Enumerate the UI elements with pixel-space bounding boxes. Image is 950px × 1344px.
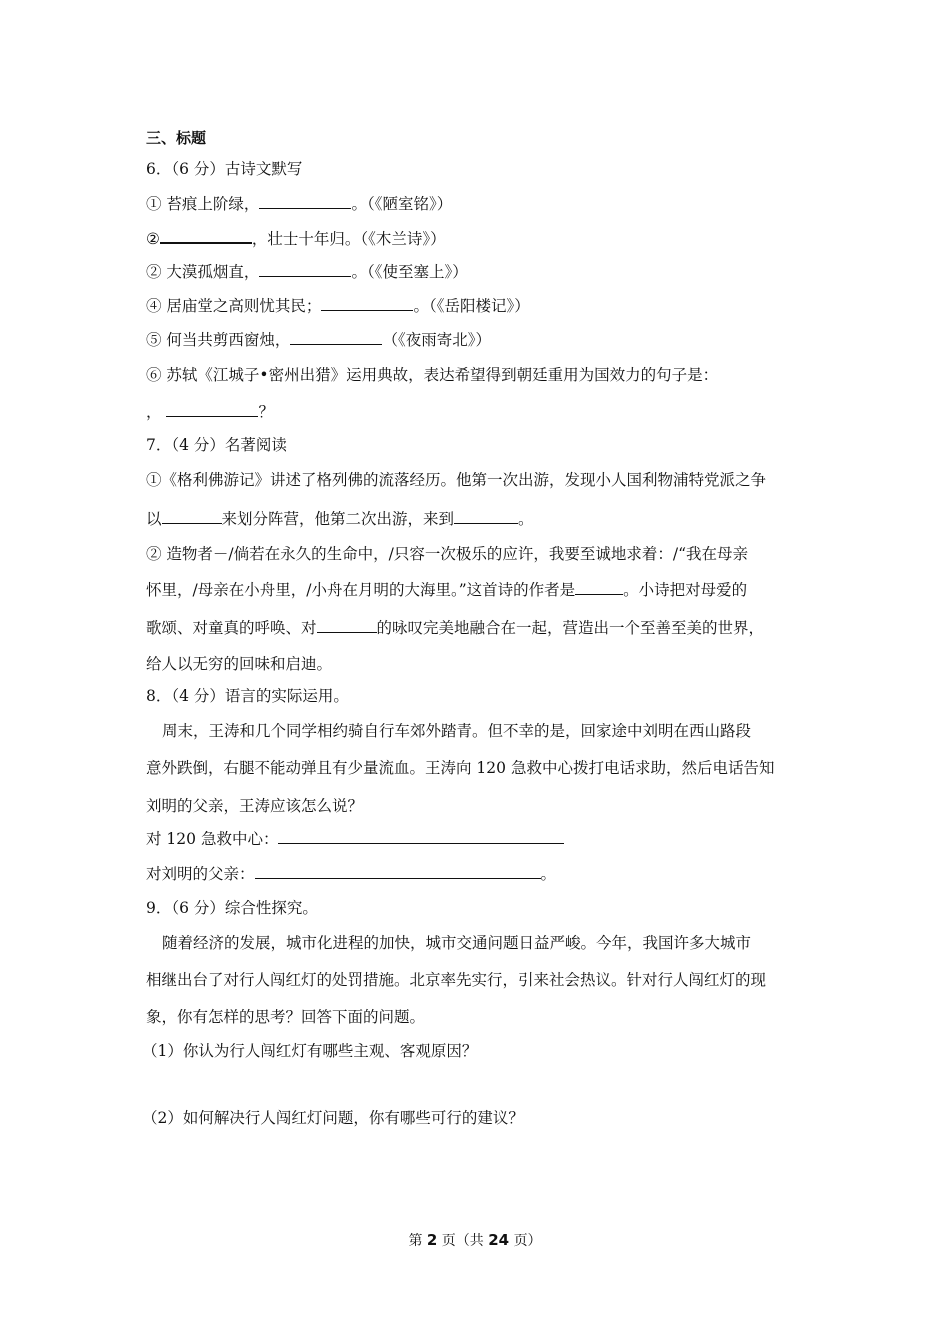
answer-blank[interactable] [454,509,518,524]
q8-para-3: 刘明的父亲，王涛应该怎么说？ [146,797,364,815]
q6-title: 6．（6 分）古诗文默写 [146,160,303,178]
q6-line-4-text-a: ④ 居庙堂之高则忧其民； [146,297,322,315]
q8-answer-1 [146,829,564,849]
answer-blank[interactable] [259,262,351,277]
q8-answer-2-end: 。 [540,865,557,883]
q9-para-3: 象，你有怎样的思考？回答下面的问题。 [146,1008,426,1026]
q7-line-4-text-b: 。小诗把对母爱的 [623,581,748,599]
answer-blank[interactable] [162,509,222,524]
q7-line-4-text-a: 怀里，/母亲在小舟里，/小舟在月明的大海里。”这首诗的作者是 [146,581,576,599]
q7-line-6: 给人以无穷的回味和启迪。 [146,655,333,673]
q8-para-1: 周末，王涛和几个同学相约骑自行车郊外踏青。但不幸的是，回家途中刘明在西山路段 [162,722,752,740]
q9-para-2: 相继出台了对行人闯红灯的处罚措施。北京率先实行，引来社会热议。针对行人闯红灯的现 [146,971,767,989]
q7-line-2-text-c: 。 [518,510,534,528]
answer-blank[interactable] [166,402,258,417]
answer-blank[interactable] [575,580,623,595]
q6-line-3-text-b: 。（《使至塞上》） [351,263,468,281]
q6-line-2-text-b: ，壮士十年归。（《木兰诗》） [251,230,446,248]
q6-line-1-text-a: ① 苔痕上阶绿， [146,195,260,213]
section-heading: 三、标题 [146,129,207,147]
answer-blank[interactable] [290,330,382,345]
q6-line-3-text-a: ② 大漠孤烟直， [146,263,260,281]
q6-line-6: ⑥ 苏轼《江城子•密州出猎》运用典故，表达希望得到朝廷重用为国效力的句子是： [146,366,719,384]
q8-answer-2 [146,864,556,884]
answer-blank[interactable] [321,296,413,311]
page-footer [0,1230,950,1250]
answer-blank[interactable] [255,864,541,879]
q8-para-2: 意外跌倒，右腿不能动弹且有少量流血。王涛向 120 急救中心拨打电话求助，然后电话告知 [146,759,775,777]
answer-blank[interactable] [259,194,351,209]
q9-para-1: 随着经济的发展，城市化进程的加快，城市交通问题日益严峻。今年，我国许多大城市 [162,934,752,952]
q6-line-7-text-a: ， [146,403,162,421]
q6-line-1 [146,194,452,214]
q6-line-4-text-b: 。（《岳阳楼记》） [413,297,530,315]
footer-post: 页） [513,1233,542,1249]
q7-title: 7．（4 分）名著阅读 [146,436,287,454]
q9-subquestion-2: （2）如何解决行人闯红灯问题，你有哪些可行的建议？ [142,1109,524,1127]
q6-line-5-text-a: ⑤ 何当共剪西窗烛， [146,331,291,349]
answer-blank[interactable] [278,829,564,844]
q6-line-5-text-b: （《夜雨寄北》） [382,331,491,349]
footer-total-pages: 24 [488,1231,510,1249]
q8-title: 8．（4 分）语言的实际运用。 [146,687,349,705]
q7-line-5 [146,618,764,638]
q9-subquestion-1: （1）你认为行人闯红灯有哪些主观、客观原因？ [142,1042,478,1060]
footer-pre: 第 [408,1233,423,1249]
q7-line-2-text-a: 以 [146,510,162,528]
q7-line-2-text-b: 来划分阵营，他第二次出游，来到 [221,510,455,528]
q8-answer-2-label: 对刘明的父亲： [146,865,255,883]
q7-line-5-text-b: 的咏叹完美地融合在一起，营造出一个至善至美的世界， [376,619,765,637]
q6-line-2-text-a: ② [146,230,160,248]
answer-blank[interactable] [160,228,252,244]
answer-blank[interactable] [317,618,377,633]
q8-answer-1-label: 对 120 急救中心： [146,830,279,848]
q6-line-2 [146,228,446,249]
q7-line-4 [146,580,747,600]
q9-title: 9．（6 分）综合性探究。 [146,899,318,917]
q6-line-4 [146,296,530,316]
q6-line-5 [146,330,491,350]
q7-line-2 [146,509,534,529]
q6-line-7 [146,402,274,422]
footer-mid: 页（共 [441,1233,484,1249]
q6-line-7-text-b: ？ [258,403,274,421]
q7-line-3: ② 造物者－/倘若在永久的生命中，/只容一次极乐的应许，我要至诚地求着：/“我在母亲 [146,545,749,563]
q6-line-1-text-b: 。（《陋室铭》） [351,195,453,213]
q6-line-3 [146,262,468,282]
q7-line-1: ①《格利佛游记》讲述了格列佛的流落经历。他第一次出游，发现小人国利物浦特党派之争 [146,471,767,489]
q7-line-5-text-a: 歌颂、对童真的呼唤、对 [146,619,317,637]
footer-page-number: 2 [426,1231,438,1249]
